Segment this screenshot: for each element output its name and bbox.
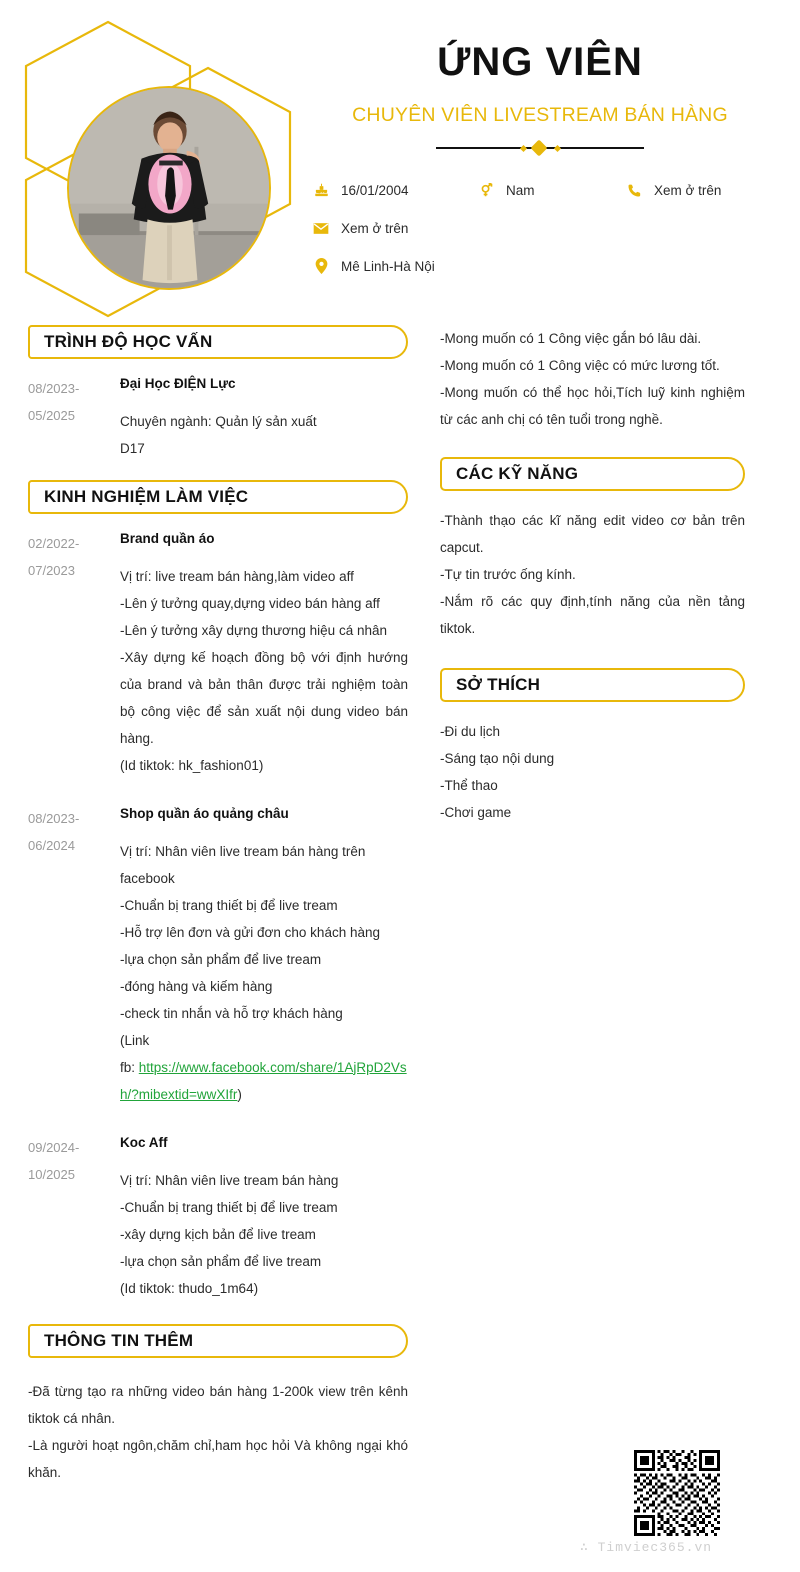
career-objective [440, 325, 745, 433]
objective-line: -Mong muốn có 1 Công việc có mức lương tốt. [440, 358, 720, 373]
divider-dot-left [520, 144, 527, 151]
experience-line: Vị trí: live tream bán hàng,làm video aff [120, 568, 354, 584]
experience-date: 09/2024-10/2025 [28, 1139, 80, 1182]
experience-line: -Lên ý tưởng quay,dựng video bán hàng aff [120, 595, 380, 611]
experience-date: 02/2022-07/2023 [28, 535, 80, 579]
skill-line: -Thành thạo các kĩ năng edit video cơ bản trên capcut. [440, 513, 745, 555]
experience-line: (Id tiktok: hk_fashion01) [120, 757, 264, 773]
link-prefix: fb: [120, 1059, 139, 1075]
section-header-experience [28, 480, 408, 514]
contact-birthday [310, 180, 475, 200]
cake-icon [310, 180, 332, 200]
contact-row-1 [310, 180, 780, 200]
experience-line: -Xây dựng kế hoạch đồng bộ với định hướng của brand và bản thân được trải nghiệm toàn bộ công việc để sản xuất nội dung video bán hàng. [120, 649, 408, 746]
experience-line: Vị trí: Nhân viên live tream bán hàng trên facebook [120, 843, 366, 886]
hobby-item: -Thể thao [440, 778, 498, 793]
experience-body [120, 1134, 408, 1302]
experience-date: 08/2023-06/2024 [28, 810, 80, 854]
contact-row-2 [310, 218, 780, 238]
page-title: ỨNG VIÊN [437, 40, 643, 84]
experience-line: -Hỗ trợ lên đơn và gửi đơn cho khách hàng [120, 924, 380, 940]
education-entry [28, 375, 408, 462]
experience-link-line [120, 1054, 408, 1108]
divider-dot-right [554, 144, 561, 151]
experience-entry [28, 805, 408, 1108]
contact-info [310, 180, 780, 294]
email-value: Xem ở trên [341, 220, 409, 236]
education-school: Đại Học ĐIỆN Lực [120, 376, 236, 391]
education-date: 08/2023-05/2025 [28, 381, 80, 424]
hobby-item: -Chơi game [440, 805, 512, 820]
photo-hexagon-frame [20, 18, 320, 318]
title-divider-ornament [436, 140, 644, 156]
section-header-skills [440, 457, 745, 491]
skills-body [440, 507, 745, 642]
section-header-hobbies [440, 668, 745, 702]
location-pin-icon [310, 256, 332, 276]
contact-phone [623, 180, 721, 200]
address-value: Mê Linh-Hà Nội [341, 258, 435, 274]
divider-diamond [531, 140, 548, 157]
hobbies-body [440, 718, 745, 826]
objective-line: -Mong muốn có 1 Công việc gắn bó lâu dài. [440, 331, 702, 346]
contact-email [310, 218, 408, 238]
additional-line: -Đã từng tạo ra những video bán hàng 1-200k view trên kênh tiktok cá nhân. [28, 1383, 408, 1426]
hobby-item: -Sáng tạo nội dung [440, 751, 555, 766]
right-column [440, 325, 745, 826]
experience-company: Brand quần áo [120, 530, 215, 546]
education-body [120, 375, 408, 462]
skill-line: -Nắm rõ các quy định,tính năng của nền tảng tiktok. [440, 594, 745, 636]
education-major: Chuyên ngành: Quản lý sản xuất [120, 413, 317, 429]
education-heading: TRÌNH ĐỘ HỌC VẤN [44, 332, 213, 351]
experience-company: Shop quần áo quảng châu [120, 805, 289, 821]
education-classcode: D17 [120, 440, 145, 456]
skills-heading: CÁC KỸ NĂNG [456, 464, 579, 483]
experience-line: Vị trí: Nhân viên live tream bán hàng [120, 1172, 339, 1188]
title-block [310, 40, 770, 156]
phone-value: Xem ở trên [654, 182, 722, 198]
link-suffix: ) [237, 1086, 242, 1102]
job-position-subtitle: CHUYÊN VIÊN LIVESTREAM BÁN HÀNG [352, 104, 728, 126]
experience-body [120, 530, 408, 779]
experience-line: -Lên ý tưởng xây dựng thương hiệu cá nhân [120, 622, 387, 638]
email-icon [310, 218, 332, 238]
experience-line: -Chuẩn bị trang thiết bị để live tream [120, 1199, 338, 1215]
avatar [67, 86, 271, 290]
experience-body [120, 805, 408, 1108]
experience-line: -check tin nhắn và hỗ trợ khách hàng [120, 1005, 343, 1021]
hobbies-heading: SỞ THÍCH [456, 675, 541, 694]
contact-row-3 [310, 256, 780, 276]
experience-line: -lựa chọn sản phẩm để live tream [120, 1253, 322, 1269]
hobby-item: -Đi du lịch [440, 724, 501, 739]
qr-code[interactable] [634, 1450, 720, 1536]
contact-gender [475, 180, 623, 200]
experience-company: Koc Aff [120, 1134, 168, 1150]
site-branding: ∴ Timviec365.vn [580, 1540, 713, 1555]
cv-header [0, 0, 800, 325]
experience-line: -đóng hàng và kiếm hàng [120, 978, 273, 994]
facebook-link[interactable]: https://www.facebook.com/share/1AjRpD2Vsh/?mibextid=wwXIfr [120, 1059, 407, 1102]
experience-line: -Chuẩn bị trang thiết bị để live tream [120, 897, 338, 913]
experience-line: (Id tiktok: thudo_1m64) [120, 1280, 259, 1296]
contact-address [310, 256, 435, 276]
additional-heading: THÔNG TIN THÊM [44, 1330, 194, 1350]
skill-line: -Tự tin trước ống kính. [440, 567, 576, 582]
experience-line: (Link [120, 1032, 150, 1048]
gender-icon [475, 180, 497, 200]
additional-body [28, 1378, 408, 1486]
left-column [28, 325, 408, 1486]
gender-value: Nam [506, 182, 535, 198]
experience-entry [28, 530, 408, 779]
experience-line: -xây dựng kịch bản để live tream [120, 1226, 316, 1242]
section-header-education [28, 325, 408, 359]
experience-entry [28, 1134, 408, 1302]
experience-heading: KINH NGHIỆM LÀM VIỆC [44, 486, 249, 506]
additional-line: -Là người hoạt ngôn,chăm chỉ,ham học hỏi Và không ngại khó khăn. [28, 1437, 408, 1480]
experience-line: -lựa chọn sản phẩm để live tream [120, 951, 322, 967]
candidate-photo [69, 88, 269, 288]
section-header-additional [28, 1324, 408, 1358]
objective-line: -Mong muốn có thể học hỏi,Tích luỹ kinh nghiệm từ các anh chị có tên tuổi trong nghề. [440, 385, 745, 427]
birthday-value: 16/01/2004 [341, 182, 409, 198]
phone-icon [623, 180, 645, 200]
